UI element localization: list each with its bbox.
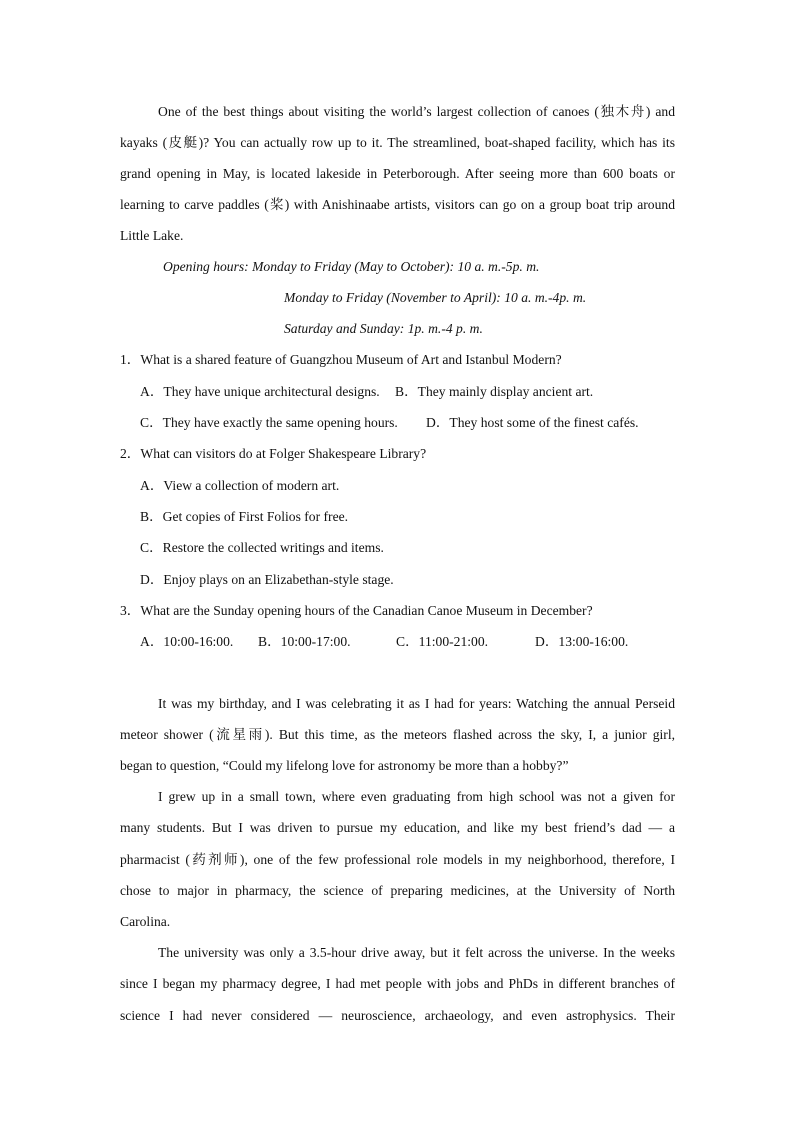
story-line: began to question, “Could my lifelong love for astronomy be more than a hobby?” xyxy=(120,758,569,773)
story-line: meteor shower (流星雨). But this time, as the meteors flashed across the sky, I, a junior girl, xyxy=(120,727,675,742)
answer-option: C．They have exactly the same opening hours. xyxy=(140,415,398,430)
passage-line: learning to carve paddles (桨) with Anishinaabe artists, visitors can go on a group boat trip around xyxy=(120,197,675,212)
answer-option: A．They have unique architectural designs. xyxy=(140,384,380,399)
passage-line: Little Lake. xyxy=(120,228,184,243)
passage-line: grand opening in May, is located lakeside in Peterborough. After seeing more than 600 boats or xyxy=(120,166,675,181)
answer-option: D．They host some of the finest cafés. xyxy=(426,415,639,430)
question-stem: 2．What can visitors do at Folger Shakespeare Library? xyxy=(120,446,427,461)
question-stem: 1．What is a shared feature of Guangzhou Museum of Art and Istanbul Modern? xyxy=(120,352,562,367)
story-line: I grew up in a small town, where even graduating from high school was not a given for xyxy=(158,789,675,804)
story-line: pharmacist (药剂师), one of the few professional role models in my neighborhood, therefore, I xyxy=(120,852,675,867)
opening-hours-line: Saturday and Sunday: 1p. m.-4 p. m. xyxy=(284,321,483,336)
story-line: It was my birthday, and I was celebrating it as I had for years: Watching the annual Perseid xyxy=(158,696,675,711)
passage-line: kayaks (皮艇)? You can actually row up to it. The streamlined, boat-shaped facility, which has its xyxy=(120,135,675,150)
answer-option: D．Enjoy plays on an Elizabethan-style stage. xyxy=(140,572,394,587)
answer-option: C．11:00-21:00. xyxy=(396,634,489,649)
story-line: many students. But I was driven to pursue my education, and like my best friend’s dad — a xyxy=(120,820,675,835)
question-stem: 3．What are the Sunday opening hours of the Canadian Canoe Museum in December? xyxy=(120,603,593,618)
answer-option: A．10:00-16:00. xyxy=(140,634,234,649)
story-line: The university was only a 3.5-hour drive away, but it felt across the universe. In the weeks xyxy=(158,945,675,960)
passage-line: One of the best things about visiting the world’s largest collection of canoes (独木舟) and xyxy=(158,104,675,119)
story-line: since I began my pharmacy degree, I had met people with jobs and PhDs in different branches of xyxy=(120,976,675,991)
story-line: science I had never considered — neuroscience, archaeology, and even astrophysics. Their xyxy=(120,1008,675,1023)
answer-option: B．They mainly display ancient art. xyxy=(395,384,594,399)
answer-option: D．13:00-16:00. xyxy=(535,634,629,649)
story-line: chose to major in pharmacy, the science of preparing medicines, at the University of North xyxy=(120,883,675,898)
answer-option: C．Restore the collected writings and items. xyxy=(140,540,384,555)
answer-option: B．10:00-17:00. xyxy=(258,634,351,649)
story-line: Carolina. xyxy=(120,914,171,929)
opening-hours-line: Opening hours: Monday to Friday (May to October): 10 a. m.-5p. m. xyxy=(163,259,540,274)
answer-option: B．Get copies of First Folios for free. xyxy=(140,509,349,524)
opening-hours-line: Monday to Friday (November to April): 10 a. m.-4p. m. xyxy=(284,290,587,305)
answer-option: A．View a collection of modern art. xyxy=(140,478,340,493)
